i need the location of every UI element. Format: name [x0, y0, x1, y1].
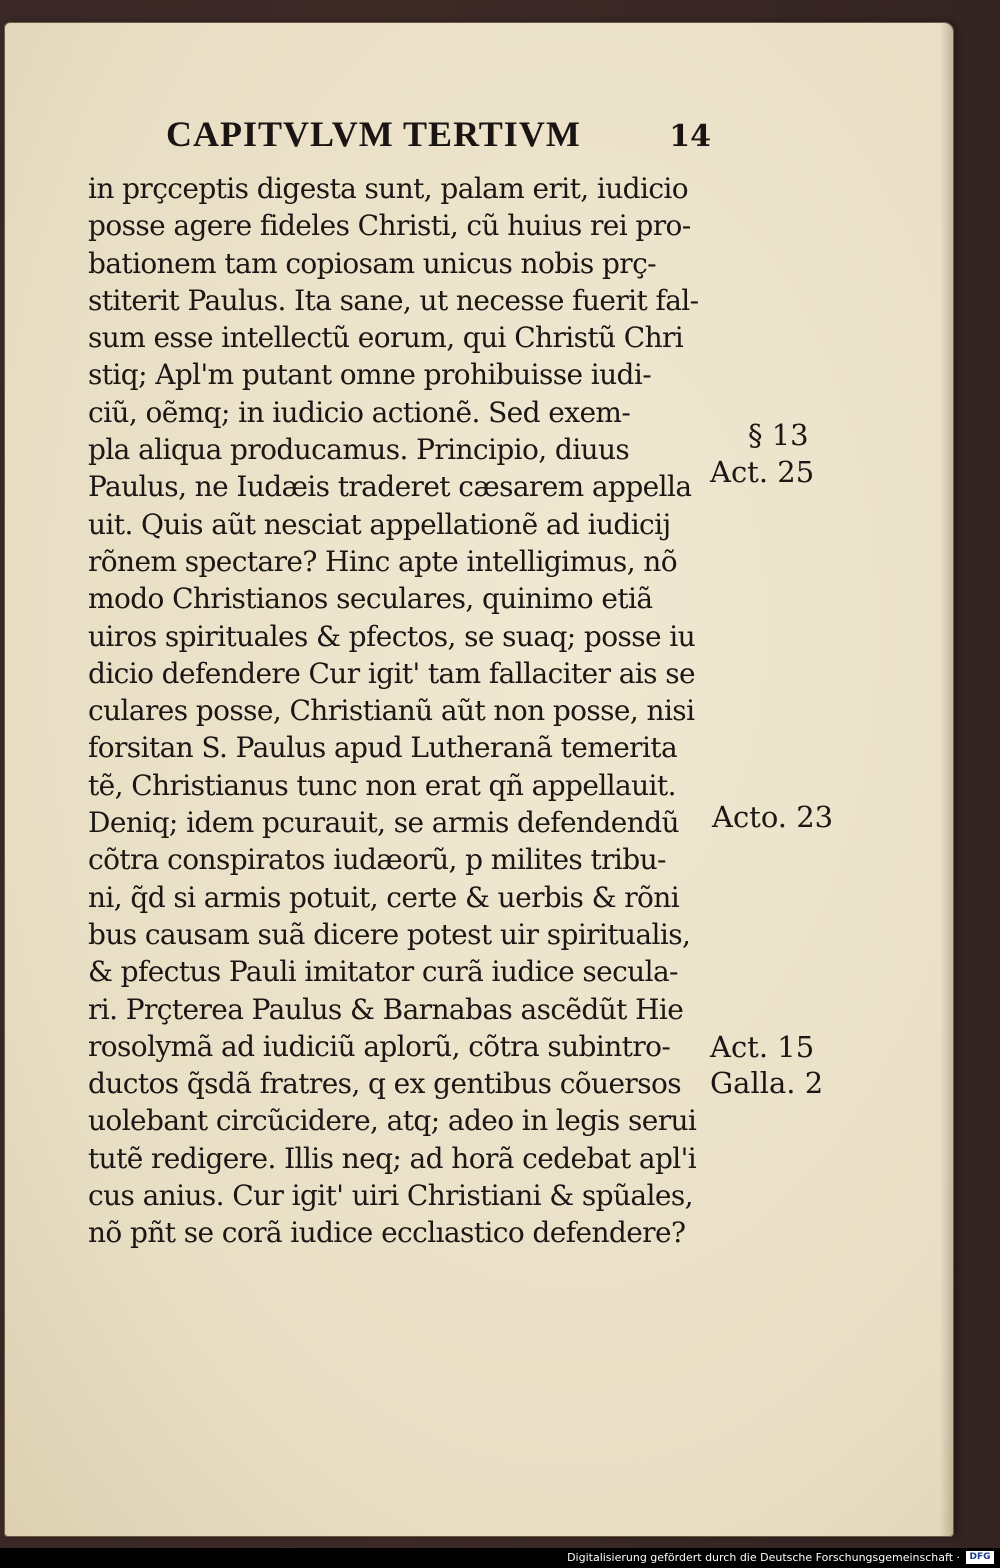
text-line: cõtra conspiratos iudæorũ, p milites tribu- [88, 843, 666, 877]
text-line: Paulus, ne Iudæis traderet cæsarem appella [88, 470, 692, 504]
marginal-note-galla2: Galla. 2 [710, 1066, 824, 1100]
text-line: rosolymã ad iudiciũ aplorũ, cõtra subintro- [88, 1029, 671, 1063]
page-header [166, 113, 711, 163]
text-line: ri. Prçterea Paulus & Barnabas ascẽdũt Hie [88, 992, 684, 1026]
running-title: CAPITVLVM TERTIVM [166, 114, 581, 154]
text-line: & pfectus Pauli imitator curã iudice secula- [88, 955, 678, 989]
text-line: sum esse intellectũ eorum, qui Christũ Chri [88, 321, 684, 355]
text-line: stiterit Paulus. Ita sane, ut necesse fuerit fal- [88, 283, 699, 317]
text-line: stiq; Apl'm putant omne prohibuisse iudi- [88, 358, 652, 392]
text-line: posse agere fideles Christi, cũ huius rei pro- [88, 209, 691, 243]
marginal-note-act25: Act. 25 [710, 455, 815, 489]
body-text-block [88, 170, 708, 1252]
text-line: in prçceptis digesta sunt, palam erit, iudicio [88, 172, 689, 205]
text-line: ciũ, oẽmq; in iudicio actionẽ. Sed exem- [88, 395, 631, 429]
text-line: uolebant circũcidere, atq; adeo in legis serui [88, 1104, 697, 1138]
text-line: pla aliqua producamus. Principio, diuus [88, 433, 630, 467]
text-line: dicio defendere Cur igit' tam fallaciter ais se [88, 656, 695, 690]
marginal-notes [708, 0, 908, 1568]
text-line: bationem tam copiosam unicus nobis prç- [88, 246, 657, 280]
text-line: tutẽ redigere. Illis neq; ad horã cedebat apl'i [88, 1141, 697, 1175]
marginal-note-acto23: Acto. 23 [712, 800, 834, 834]
text-line: bus causam suã dicere potest uir spiritualis, [88, 917, 691, 951]
text-line: ni, q̃d si armis potuit, certe & uerbis & rõni [88, 880, 680, 914]
footer-credit: Digitalisierung gefördert durch die Deutsche Forschungsgemeinschaft · [567, 1551, 960, 1564]
text-line: uiros spirituales & pfectos, se suaq; posse iu [88, 619, 696, 653]
marginal-note-section: § 13 [748, 418, 809, 452]
text-line: forsitan S. Paulus apud Lutheranã temerita [88, 731, 678, 765]
text-line: nõ pñt se corã iudice ecclıastico defendere? [88, 1216, 686, 1250]
marginal-note-act15: Act. 15 [710, 1030, 815, 1064]
folio-number: 14 [669, 119, 711, 154]
page-edge-shadow [940, 22, 954, 1537]
text-line: uit. Quis aũt nesciat appellationẽ ad iudicij [88, 507, 671, 541]
footer-bar [0, 1548, 1000, 1568]
dfg-logo-icon: DFG [966, 1551, 994, 1564]
text-line: cus anius. Cur igit' uiri Christiani & spũales, [88, 1179, 693, 1213]
text-line: rõnem spectare? Hinc apte intelligimus, nõ [88, 544, 677, 578]
text-line: Deniq; idem pcurauit, se armis defendendũ [88, 806, 679, 840]
text-line: modo Christianos seculares, quinimo etiã [88, 582, 653, 616]
text-line: ductos q̃sdã fratres, q ex gentibus cõuersos [88, 1067, 682, 1101]
text-line: culares posse, Christianũ aũt non posse, nisi [88, 694, 695, 728]
text-line: tẽ, Christianus tunc non erat qñ appellauit. [88, 768, 676, 802]
